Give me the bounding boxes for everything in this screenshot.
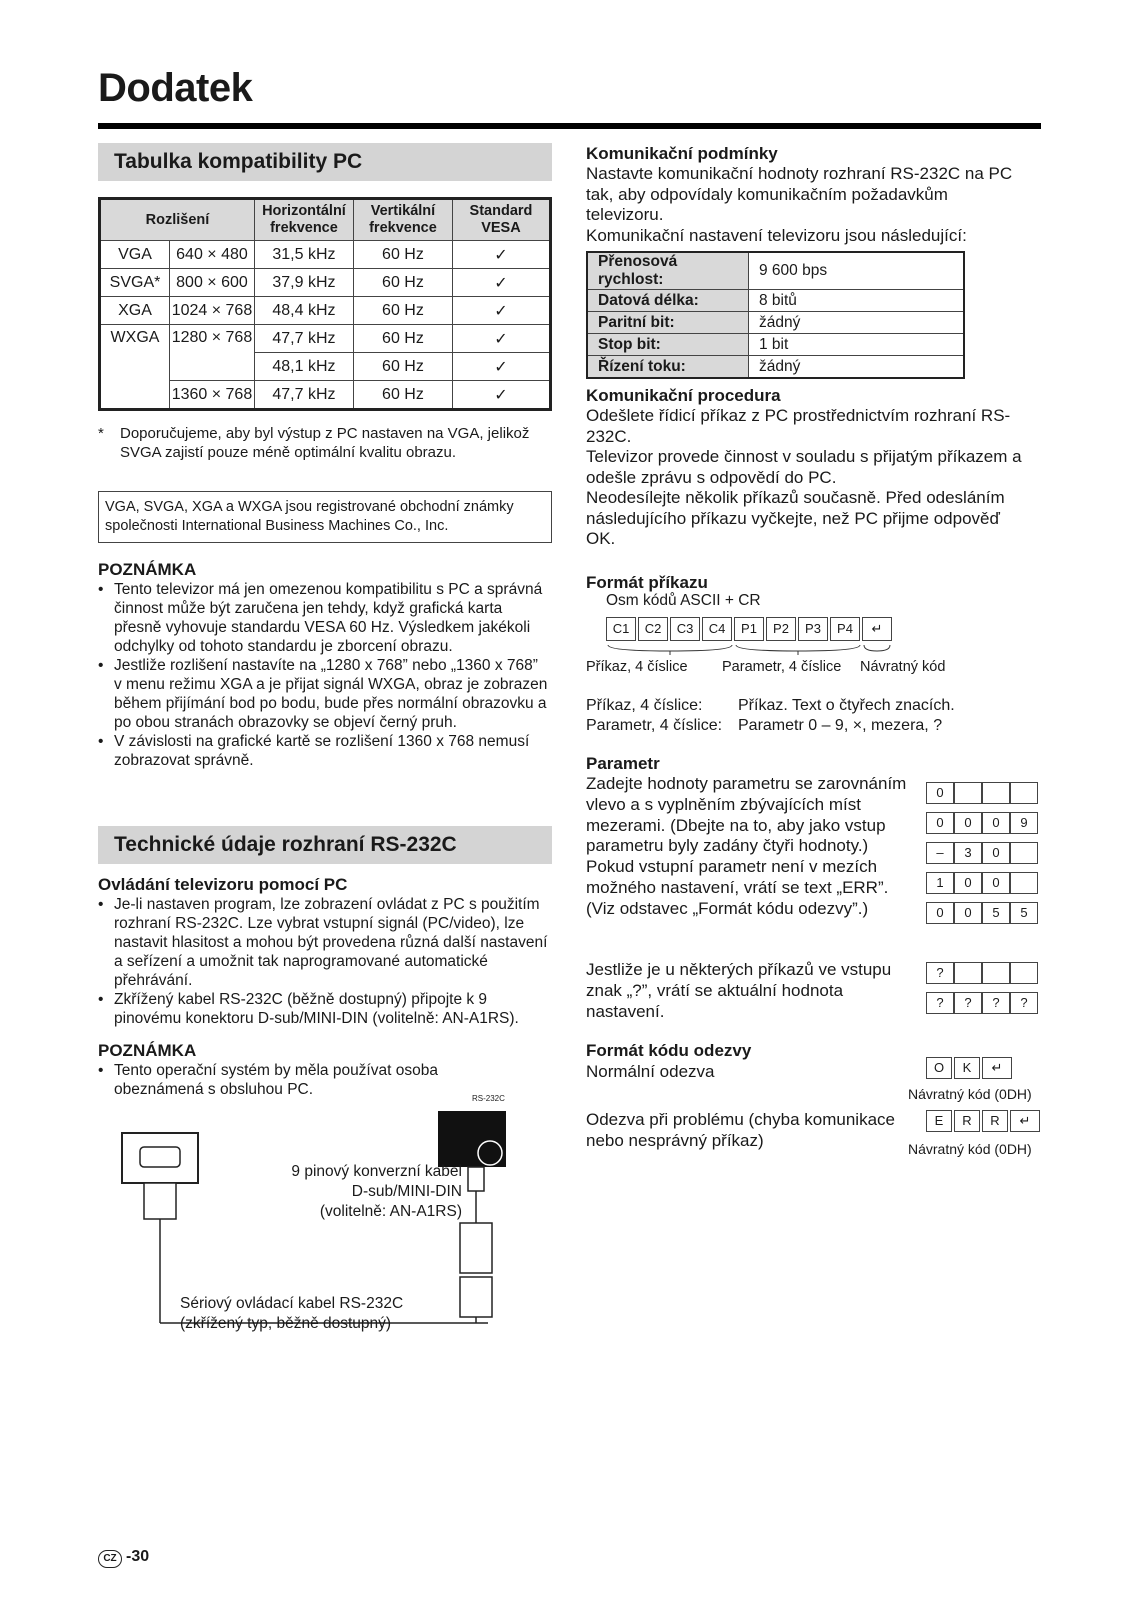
- param-grid-cell: [1010, 842, 1038, 864]
- param-grid-cell: 0: [982, 812, 1010, 834]
- command-cells: C1 C2 C3 C4 P1 P2 P3 P4 ↵: [606, 617, 892, 641]
- param-grid-cell: 5: [1010, 902, 1038, 924]
- list-item: • Je-li nastaven program, lze zobrazení ovládat z PC s použitím rozhraní RS-232C. Lze vybrat vstupní signál (PC/video), lze nastavit hlasitost a mohou být provedena různá další nastavení a seřízení a umožnit tak naprogramované automatické přehrávání.: [98, 895, 558, 990]
- footnote-mark: *: [98, 425, 104, 442]
- param-grid-cell: –: [926, 842, 954, 864]
- comm-heading: Komunikační podmínky: [586, 144, 778, 163]
- title-rule: [98, 123, 1041, 129]
- rs232-heading: Technické údaje rozhraní RS-232C: [98, 826, 552, 864]
- param-grid-cell: 0: [954, 812, 982, 834]
- page-title: Dodatek: [98, 66, 253, 110]
- list-item: • V závislosti na grafické kartě se rozlišení 1360 x 768 nemusí zobrazovat správně.: [98, 732, 548, 770]
- response-heading: Formát kódu odezvy: [586, 1041, 752, 1060]
- param-grid-cell: 0: [926, 782, 954, 804]
- check-mark: ✓: [452, 241, 550, 269]
- connection-diagram: [120, 1094, 540, 1375]
- note2-heading: POZNÁMKA: [98, 1041, 197, 1060]
- footnote: Doporučujeme, aby byl výstup z PC nastaven na VGA, jelikož SVGA zajistí pouze méně optimální kvalitu obrazu.: [120, 425, 530, 461]
- param-grid-cell: [982, 782, 1010, 804]
- table-row: 48,1 kHz 60 Hz ✓: [100, 353, 551, 381]
- param-grid-cell: 0: [954, 872, 982, 894]
- table-row: VGA 640 × 480 31,5 kHz 60 Hz ✓: [100, 241, 551, 269]
- return-icon: ↵: [1010, 1110, 1040, 1132]
- format-braces: [606, 643, 896, 657]
- param-grid-cell: [954, 962, 982, 984]
- param-grid-cell: 0: [926, 812, 954, 834]
- table-row: Datová délka: 8 bitů: [587, 290, 964, 312]
- param-grid-cell: 0: [982, 872, 1010, 894]
- param-grid-cell: [1010, 962, 1038, 984]
- rs232-subheading: Ovládání televizoru pomocí PC: [98, 875, 348, 894]
- port-label: RS-232C: [472, 1094, 505, 1103]
- procedure-heading: Komunikační procedura: [586, 386, 781, 405]
- lang-badge: CZ: [98, 1550, 122, 1568]
- table-row: WXGA 1280 × 768 47,7 kHz 60 Hz ✓: [100, 325, 551, 353]
- comm-text2: Komunikační nastavení televizoru jsou následující:: [586, 226, 967, 245]
- label-return: Návratný kód: [860, 659, 946, 675]
- param-heading: Parametr: [586, 754, 660, 773]
- param-text2: Jestliže je u některých příkazů ve vstupu znak „?”, vrátí se aktuální hodnota nastavení.: [586, 960, 892, 1021]
- param-grid-cell: ?: [954, 992, 982, 1014]
- col-resolution: Rozlišení: [100, 199, 255, 241]
- table-row: Řízení toku: žádný: [587, 356, 964, 379]
- check-mark: ✓: [452, 353, 550, 381]
- param-grid-cell: [982, 962, 1010, 984]
- ok-return-label: Návratný kód (0DH): [908, 1086, 1032, 1102]
- col-vfreq: Vertikální frekvence: [353, 199, 452, 241]
- compat-table: [98, 197, 552, 411]
- table-row: 1360 × 768 47,7 kHz 60 Hz ✓: [100, 381, 551, 410]
- cable1-label: 9 pinový konverzní kabel D-sub/MINI-DIN (volitelně: AN-A1RS): [291, 1163, 462, 1220]
- param-grid-cell: 0: [954, 902, 982, 924]
- format-def-vals: Příkaz. Text o čtyřech znacích. Parametr 0 – 9, ×, mezera, ?: [738, 697, 955, 734]
- param-grid-cell: 9: [1010, 812, 1038, 834]
- list-item: • Tento televizor má jen omezenou kompatibilitu s PC a správná činnost může být zaručena jen tehdy, když grafická karta přesně vyhovuje standardu VESA 60 Hz. Výsledkem jakékoli odchylky od tohoto standardu je zborcení obrazu.: [98, 580, 548, 656]
- param-grid-cell: ?: [926, 992, 954, 1014]
- label-command: Příkaz, 4 číslice: [586, 659, 688, 675]
- param-grid-cell: ?: [926, 962, 954, 984]
- param-grid-cell: 1: [926, 872, 954, 894]
- err-return-label: Návratný kód (0DH): [908, 1141, 1032, 1157]
- param-grid-cell: 0: [926, 902, 954, 924]
- table-row: XGA 1024 × 768 48,4 kHz 60 Hz ✓: [100, 297, 551, 325]
- comm-text1: Nastavte komunikační hodnoty rozhraní RS-232C na PC tak, aby odpovídaly komunikačním požadavkům televizoru.: [586, 164, 1013, 224]
- table-row: Paritní bit: žádný: [587, 312, 964, 334]
- check-mark: ✓: [452, 269, 550, 297]
- list-item: • Jestliže rozlišení nastavíte na „1280 x 768” nebo „1360 x 768” v menu režimu XGA a je přijat signál WXGA, obraz je zobrazen během přijímání bod po bodu, bude přes normální obrazovku a po obou stranách obrazovky se objeví černý pruh.: [98, 656, 548, 732]
- param-grid-cell: ?: [982, 992, 1010, 1014]
- label-param: Parametr, 4 číslice: [722, 659, 842, 675]
- col-vesa: Standard VESA: [452, 199, 550, 241]
- note1-list: [98, 580, 548, 770]
- note2-list: [98, 1061, 498, 1099]
- format-sub: Osm kódů ASCII + CR: [606, 592, 761, 609]
- trademark-box: VGA, SVGA, XGA a WXGA jsou registrované obchodní známky společnosti International Business Machines Co., Inc.: [98, 491, 552, 543]
- check-mark: ✓: [452, 325, 550, 353]
- param-grid-cell: [1010, 782, 1038, 804]
- check-mark: ✓: [452, 381, 550, 410]
- param-grid-cell: [954, 782, 982, 804]
- rs232-list: [98, 895, 558, 1028]
- procedure-text: Odešlete řídicí příkaz z PC prostřednictvím rozhraní RS-232C. Televizor provede činnost v souladu s přijatým příkazem a odešle zprávu s odpovědí do PC. Neodesílejte několik příkazů současně. Před odesláním následujícího příkazu vyčkejte, než PC přijme odpověď OK.: [586, 406, 1022, 548]
- list-item: • Tento operační systém by měla používat osoba obeznámená s obsluhou PC.: [98, 1061, 498, 1099]
- list-item: • Zkřížený kabel RS-232C (běžně dostupný) připojte k 9 pinovému konektoru D-sub/MINI-DIN (volitelně: AN-A1RS).: [98, 990, 558, 1028]
- check-mark: ✓: [452, 297, 550, 325]
- return-icon: ↵: [862, 617, 892, 641]
- response-normal: Normální odezva: [586, 1062, 715, 1081]
- note1-heading: POZNÁMKA: [98, 560, 197, 579]
- param-grid-cell: 5: [982, 902, 1010, 924]
- comm-table: [586, 251, 965, 379]
- compat-heading: Tabulka kompatibility PC: [98, 143, 552, 181]
- param-text1: Zadejte hodnoty parametru se zarovnáním vlevo a s vyplněním zbývajících míst mezerami. (Dbejte na to, aby jako vstup parametru byly zadány čtyři hodnoty.) Pokud vstupní parametr není v mezích možného nastavení, vrátí se text „ERR”. (Viz odstavec „Formát kódu odezvy”.): [586, 774, 907, 918]
- param-grid-cell: 0: [982, 842, 1010, 864]
- param-grid-cell: 3: [954, 842, 982, 864]
- col-hfreq: Horizontální frekvence: [254, 199, 353, 241]
- page-number: -30: [126, 1548, 150, 1565]
- format-def-keys: Příkaz, 4 číslice: Parametr, 4 číslice:: [586, 697, 723, 734]
- response-error: Odezva při problému (chyba komunikace nebo nesprávný příkaz): [586, 1110, 895, 1150]
- table-row: SVGA* 800 × 600 37,9 kHz 60 Hz ✓: [100, 269, 551, 297]
- return-icon: ↵: [982, 1057, 1012, 1079]
- cable2-label: Sériový ovládací kabel RS-232C (zkřížený typ, běžně dostupný): [180, 1295, 404, 1332]
- param-grid-cell: ?: [1010, 992, 1038, 1014]
- param-grid-cell: [1010, 872, 1038, 894]
- table-row: Stop bit: 1 bit: [587, 334, 964, 356]
- table-row: Přenosová rychlost: 9 600 bps: [587, 252, 964, 290]
- format-heading: Formát příkazu: [586, 573, 708, 592]
